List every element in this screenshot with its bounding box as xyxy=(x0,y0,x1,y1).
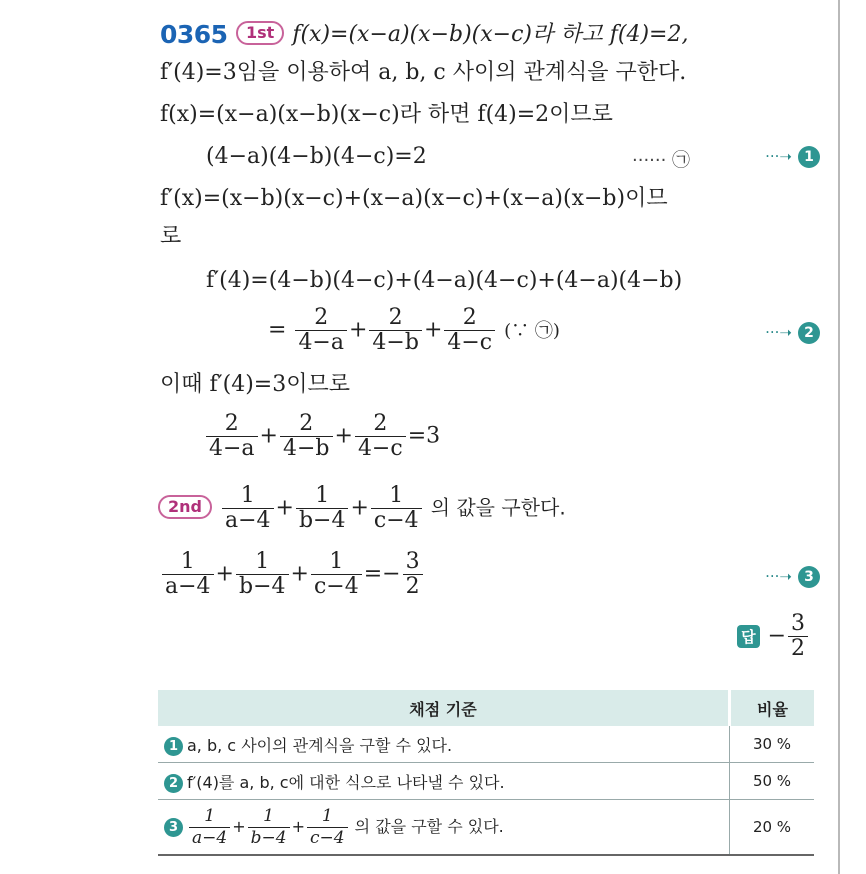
frac-den: 4−a xyxy=(295,330,347,355)
table-row xyxy=(158,800,814,856)
fraction xyxy=(295,306,347,355)
frac-num: 1 xyxy=(240,483,255,508)
fraction xyxy=(444,306,495,355)
scoring-table xyxy=(158,690,814,856)
frac-den: b−4 xyxy=(248,827,290,849)
frac-num: 1 xyxy=(180,549,195,574)
step1-tag: 1st xyxy=(236,21,284,45)
criteria-header: 채점 기준 xyxy=(158,690,730,726)
equals-three: =3 xyxy=(407,423,441,449)
marker-2 xyxy=(765,322,820,344)
fraction xyxy=(280,412,333,461)
frac-num: 2 xyxy=(224,411,239,436)
step1-text-line2: f′(4)=3임을 이용하여 a, b, c 사이의 관계식을 구한다. xyxy=(160,60,687,85)
frac-num: 1 xyxy=(315,483,330,508)
marker-circle: 2 xyxy=(798,322,820,344)
frac-num: 3 xyxy=(405,549,420,574)
step1-text-line1: f(x)=(x−a)(x−b)(x−c)라 하고 f(4)=2, xyxy=(292,22,689,47)
frac-den: a−4 xyxy=(189,827,230,849)
frac-num: 2 xyxy=(299,411,314,436)
fraction xyxy=(189,806,230,849)
frac-den: c−4 xyxy=(371,508,422,533)
because-note: (∵ ㉠) xyxy=(504,320,560,342)
fraction xyxy=(307,806,348,849)
frac-den: 4−a xyxy=(206,436,258,461)
frac-num: 1 xyxy=(263,805,274,826)
frac-num: 1 xyxy=(389,483,404,508)
frac-den: a−4 xyxy=(162,574,214,599)
frac-den: 4−b xyxy=(280,436,333,461)
frac-num: 3 xyxy=(791,611,805,636)
marker-arrow-icon: ···➝ xyxy=(765,567,792,586)
fraction xyxy=(296,484,349,533)
frac-num: 2 xyxy=(314,305,329,330)
step1-line xyxy=(236,20,688,50)
fraction xyxy=(222,484,274,533)
solution-line3: 이때 f′(4)=3이므로 xyxy=(160,372,350,397)
table-row xyxy=(158,726,814,763)
equals-sign: = xyxy=(268,317,287,343)
answer xyxy=(737,612,810,661)
equation-1: (4−a)(4−b)(4−c)=2 xyxy=(206,144,427,169)
criteria-cell xyxy=(158,726,730,763)
frac-den: c−4 xyxy=(307,827,348,849)
frac-num: 2 xyxy=(462,305,477,330)
marker-1 xyxy=(765,146,820,168)
marker-arrow-icon: ···➝ xyxy=(765,323,792,342)
criteria-number: 3 xyxy=(164,818,183,837)
frac-num: 2 xyxy=(388,305,403,330)
criteria-text: f′(4)를 a, b, c에 대한 식으로 나타낼 수 있다. xyxy=(187,772,505,792)
equation-2: f′(4)=(4−b)(4−c)+(4−a)(4−c)+(4−a)(4−b) xyxy=(206,268,683,293)
table-row xyxy=(158,763,814,800)
answer-sign: − xyxy=(767,623,786,649)
criteria-number: 1 xyxy=(164,737,183,756)
marker-circle: 3 xyxy=(798,566,820,588)
frac-den: b−4 xyxy=(236,574,289,599)
equation-1-tag: ······ ㉠ xyxy=(632,150,691,171)
solution-line1: f(x)=(x−a)(x−b)(x−c)라 하면 f(4)=2이므로 xyxy=(160,102,613,127)
fraction xyxy=(162,550,214,599)
frac-num: 1 xyxy=(329,549,344,574)
frac-den: c−4 xyxy=(311,574,362,599)
frac-num: 1 xyxy=(321,805,333,826)
rate-header: 비율 xyxy=(730,690,815,726)
frac-den: b−4 xyxy=(296,508,349,533)
frac-den: 4−c xyxy=(444,330,495,355)
table-header-row xyxy=(158,690,814,726)
page-frame-rule xyxy=(838,0,840,874)
problem-number: 0365 xyxy=(160,20,228,49)
equation-4: $\frac{2}{4-a}$ + $\frac{2}{4-b}$ + $\frac{2}{4-c}$ =3 xyxy=(204,412,440,461)
rate-cell: 30 % xyxy=(730,726,815,763)
frac-den: 2 xyxy=(403,574,423,599)
fraction xyxy=(248,806,290,849)
fraction xyxy=(206,412,258,461)
frac-den: 4−b xyxy=(369,330,422,355)
fraction xyxy=(371,484,422,533)
frac-num: 1 xyxy=(204,805,216,826)
criteria-text: a, b, c 사이의 관계식을 구할 수 있다. xyxy=(187,735,453,755)
equation-3: = $\frac{2}{4-a}$ + $\frac{2}{4-b}$ + $\frac{2}{4-c}$ (∵ ㉠) xyxy=(268,305,560,355)
frac-num: 1 xyxy=(255,549,270,574)
fraction xyxy=(369,306,422,355)
criteria-cell xyxy=(158,763,730,800)
marker-arrow-icon: ···➝ xyxy=(765,147,792,166)
solution-line2b: 로 xyxy=(160,224,182,249)
criteria-text: 의 값을 구할 수 있다. xyxy=(354,816,504,836)
frac-den: a−4 xyxy=(222,508,274,533)
marker-3 xyxy=(765,566,820,588)
solution-line2a: f′(x)=(x−b)(x−c)+(x−a)(x−c)+(x−a)(x−b)이므 xyxy=(160,186,668,211)
answer-icon: 답 xyxy=(737,625,760,648)
step2-line: 2nd $\frac{1}{a-4}$ + $\frac{1}{b-4}$ + $\frac{1}{c-4}$ 의 값을 구한다. xyxy=(158,484,566,533)
criteria-number: 2 xyxy=(164,774,183,793)
rate-cell: 20 % xyxy=(730,800,815,856)
step2-suffix: 의 값을 구한다. xyxy=(430,495,566,520)
step2-tag: 2nd xyxy=(158,495,212,519)
marker-circle: 1 xyxy=(798,146,820,168)
fraction xyxy=(788,612,808,661)
equals-minus: =− xyxy=(363,561,401,587)
fraction xyxy=(236,550,289,599)
frac-den: 4−c xyxy=(355,436,406,461)
fraction xyxy=(311,550,362,599)
fraction xyxy=(403,550,423,599)
fraction xyxy=(355,412,406,461)
rate-cell: 50 % xyxy=(730,763,815,800)
frac-den: 2 xyxy=(788,636,808,661)
equation-5: $\frac{1}{a-4}$ + $\frac{1}{b-4}$ + $\frac{1}{c-4}$ =− $\frac{3}{2}$ xyxy=(160,550,425,599)
frac-num: 2 xyxy=(373,411,388,436)
criteria-cell: 3 $\frac{1}{a-4}$ + $\frac{1}{b-4}$ + $\frac{1}{c-4}$ 의 값을 구할 수 있다. xyxy=(158,800,730,856)
